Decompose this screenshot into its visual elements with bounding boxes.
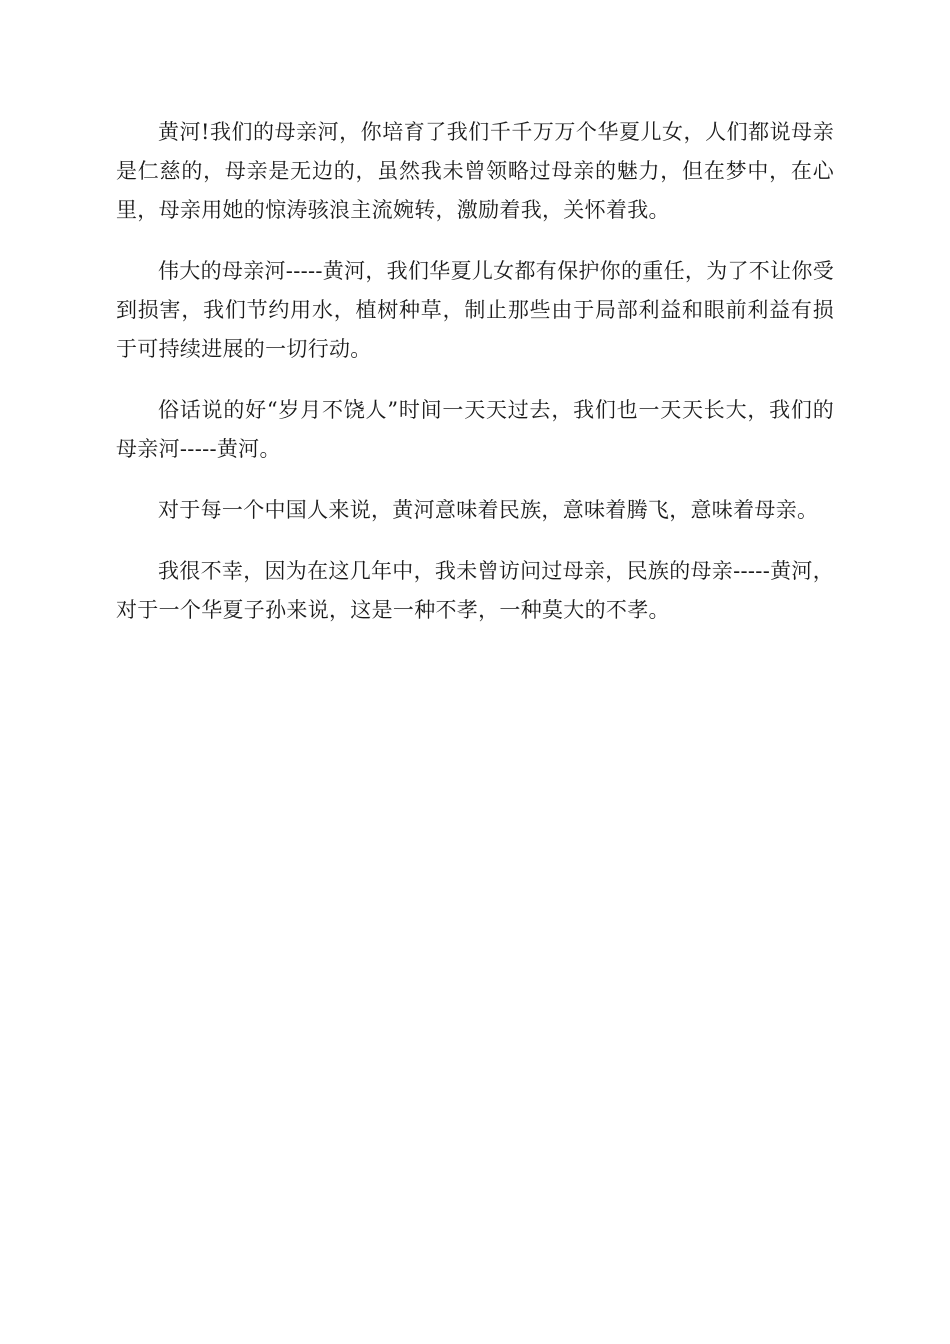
paragraph-4: 对于每一个中国人来说，黄河意味着民族，意味着腾飞，意味着母亲。: [158, 498, 819, 522]
paragraph-5: 我很不幸，因为在这几年中，我未曾访问过母亲，民族的母亲-----黄河，对于一个华夏子孙来说，这是一种不孝，一种莫大的不孝。: [116, 559, 834, 622]
paragraph-3: 俗话说的好“岁月不饶人”时间一天天过去，我们也一天天长大，我们的母亲河-----黄河。: [116, 398, 834, 461]
paragraph-2: 伟大的母亲河-----黄河，我们华夏儿女都有保护你的重任，为了不让你受到损害，我们节约用水，植树种草，制止那些由于局部利益和眼前利益有损于可持续进展的一切行动。: [116, 259, 834, 361]
paragraph-1: 黄河!我们的母亲河，你培育了我们千千万万个华夏儿女，人们都说母亲是仁慈的，母亲是无边的，虽然我未曾领略过母亲的魅力，但在梦中，在心里，母亲用她的惊涛骇浪主流婉转，激励着我，关怀着我。: [116, 120, 834, 222]
document-body: [116, 113, 834, 652]
